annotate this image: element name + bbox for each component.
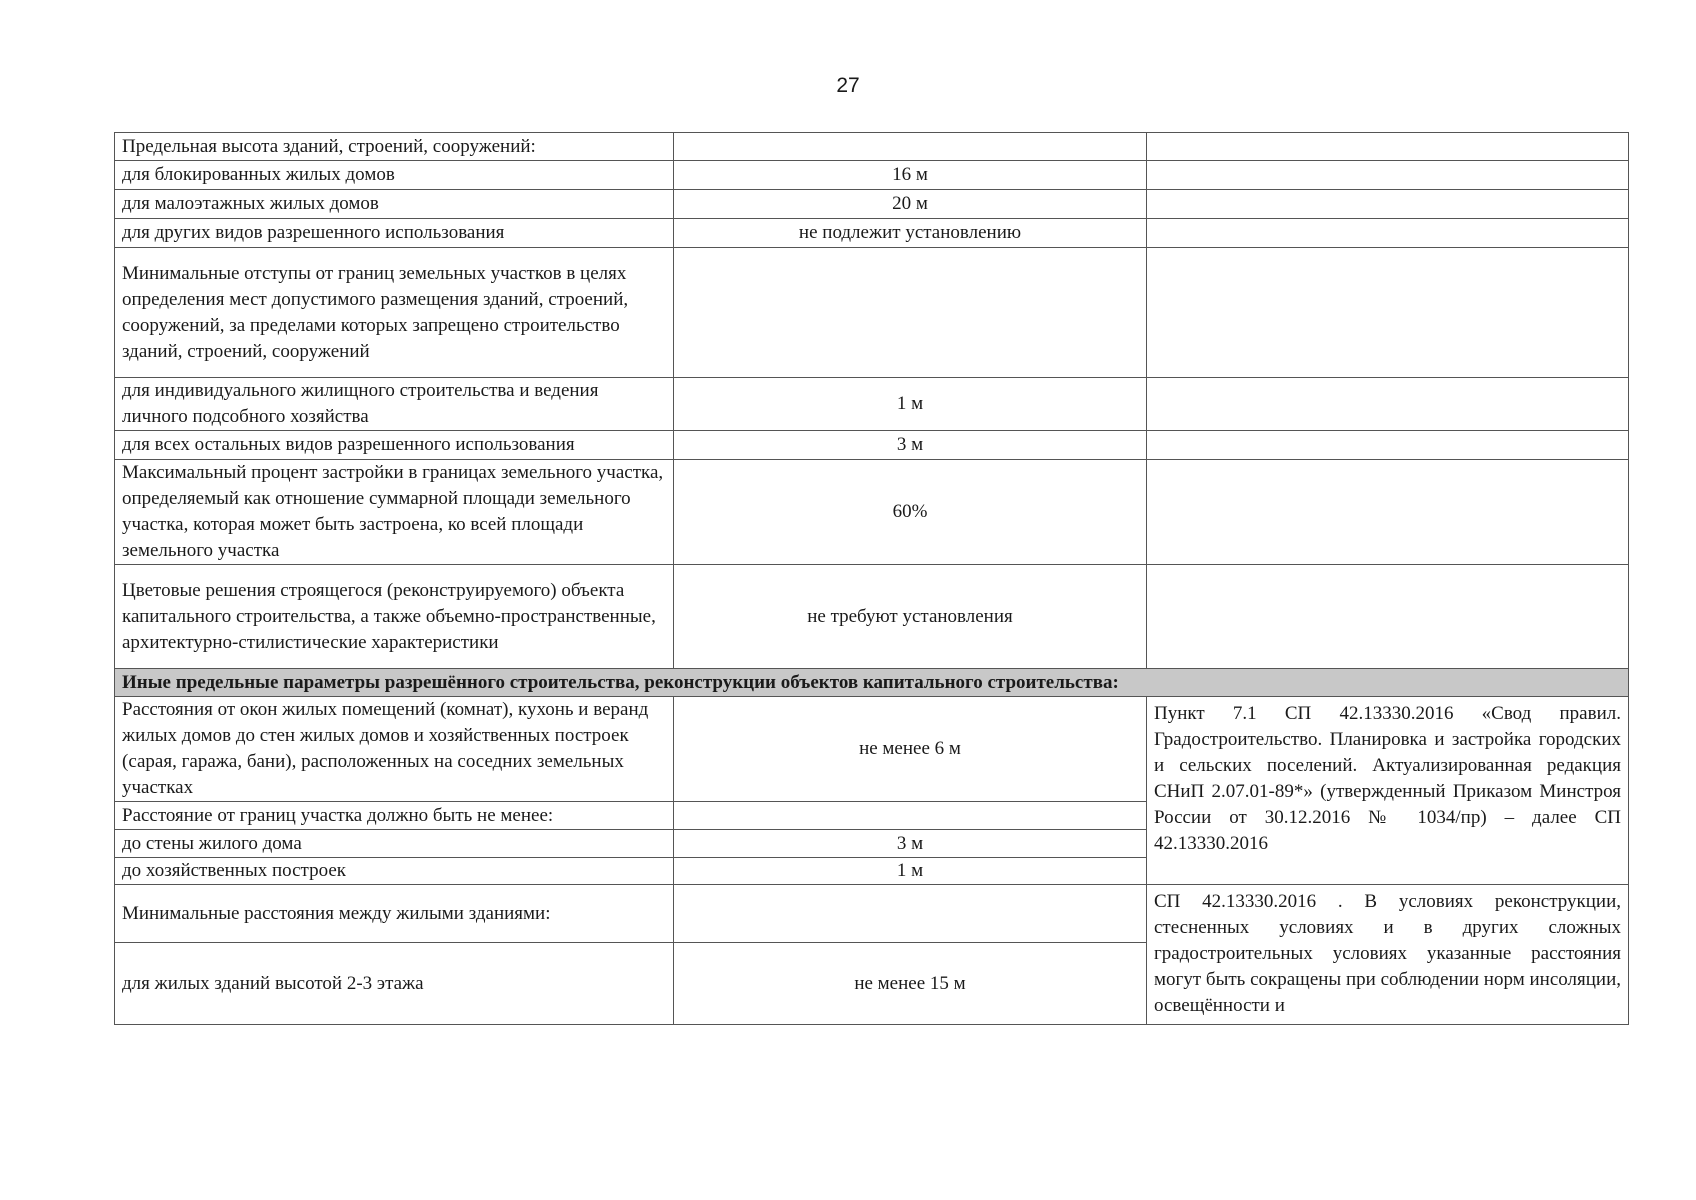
- table-row: [115, 190, 1629, 219]
- value-cell: [674, 885, 1147, 943]
- table-row: [115, 248, 1629, 378]
- value-cell: не подлежит установлению: [674, 219, 1147, 248]
- page-number: 27: [836, 74, 860, 97]
- table-row: [115, 161, 1629, 190]
- note-cell: [1147, 219, 1629, 248]
- param-cell: до хозяйственных построек: [115, 858, 674, 885]
- value-cell: 1 м: [674, 378, 1147, 431]
- table-row: [115, 431, 1629, 460]
- note-cell: [1147, 248, 1629, 378]
- param-cell: для всех остальных видов разрешенного использования: [115, 431, 674, 460]
- param-cell: до стены жилого дома: [115, 830, 674, 858]
- param-cell: Расстояние от границ участка должно быть не менее:: [115, 802, 674, 830]
- table-row: [115, 460, 1629, 565]
- value-cell: 3 м: [674, 830, 1147, 858]
- param-cell: для жилых зданий высотой 2-3 этажа: [115, 943, 674, 1025]
- value-cell: 1 м: [674, 858, 1147, 885]
- value-cell: не менее 15 м: [674, 943, 1147, 1025]
- value-cell: 60%: [674, 460, 1147, 565]
- section-header: Иные предельные параметры разрешённого строительства, реконструкции объектов капитального строительства:: [115, 669, 1629, 697]
- param-cell: Расстояния от окон жилых помещений (комнат), кухонь и веранд жилых домов до стен жилых домов и хозяйственных построек (сарая, гаража, бани), расположенных на соседних земельных участках: [115, 697, 674, 802]
- param-cell: для блокированных жилых домов: [115, 161, 674, 190]
- sp-reference-note: Пункт 7.1 СП 42.13330.2016 «Свод правил. Градостроительство. Планировка и застройка городских и сельских поселений. Актуализированная редакция СНиП 2.07.01-89*» (утвержденный Приказом Минстроя России от 30.12.2016 № 1034/пр) – далее СП 42.13330.2016: [1147, 697, 1629, 885]
- param-cell: Минимальные расстояния между жилыми зданиями:: [115, 885, 674, 943]
- table-row: [115, 565, 1629, 669]
- sp-reduction-note: СП 42.13330.2016 . В условиях реконструкции, стесненных условиях и в других сложных градостроительных условиях указанные расстояния могут быть сокращены при соблюдении норм инсоляции, освещённости и: [1147, 885, 1629, 1025]
- value-cell: [674, 133, 1147, 161]
- value-cell: [674, 802, 1147, 830]
- note-cell: [1147, 378, 1629, 431]
- table-row: [115, 133, 1629, 161]
- table-row: [115, 885, 1629, 943]
- value-cell: 3 м: [674, 431, 1147, 460]
- table-row: [115, 219, 1629, 248]
- zoning-parameters-table: [114, 132, 1629, 1025]
- note-cell: [1147, 460, 1629, 565]
- note-cell: [1147, 133, 1629, 161]
- note-cell: [1147, 161, 1629, 190]
- table-row: [115, 378, 1629, 431]
- param-cell: Минимальные отступы от границ земельных участков в целях определения мест допустимого размещения зданий, строений, сооружений, за пределами которых запрещено строительство зданий, строений, сооружений: [115, 248, 674, 378]
- param-cell: для малоэтажных жилых домов: [115, 190, 674, 219]
- param-cell: Максимальный процент застройки в границах земельного участка, определяемый как отношение суммарной площади земельного участка, которая может быть застроена, ко всей площади земельного участка: [115, 460, 674, 565]
- section-header-row: [115, 669, 1629, 697]
- param-cell: для индивидуального жилищного строительства и ведения личного подсобного хозяйства: [115, 378, 674, 431]
- param-cell: для других видов разрешенного использования: [115, 219, 674, 248]
- param-cell: Предельная высота зданий, строений, сооружений:: [115, 133, 674, 161]
- value-cell: 20 м: [674, 190, 1147, 219]
- value-cell: [674, 248, 1147, 378]
- note-cell: [1147, 565, 1629, 669]
- value-cell: не менее 6 м: [674, 697, 1147, 802]
- value-cell: не требуют установления: [674, 565, 1147, 669]
- value-cell: 16 м: [674, 161, 1147, 190]
- param-cell: Цветовые решения строящегося (реконструируемого) объекта капитального строительства, а также объемно-пространственные, архитектурно-стилистические характеристики: [115, 565, 674, 669]
- table-row: [115, 697, 1629, 802]
- note-cell: [1147, 190, 1629, 219]
- note-cell: [1147, 431, 1629, 460]
